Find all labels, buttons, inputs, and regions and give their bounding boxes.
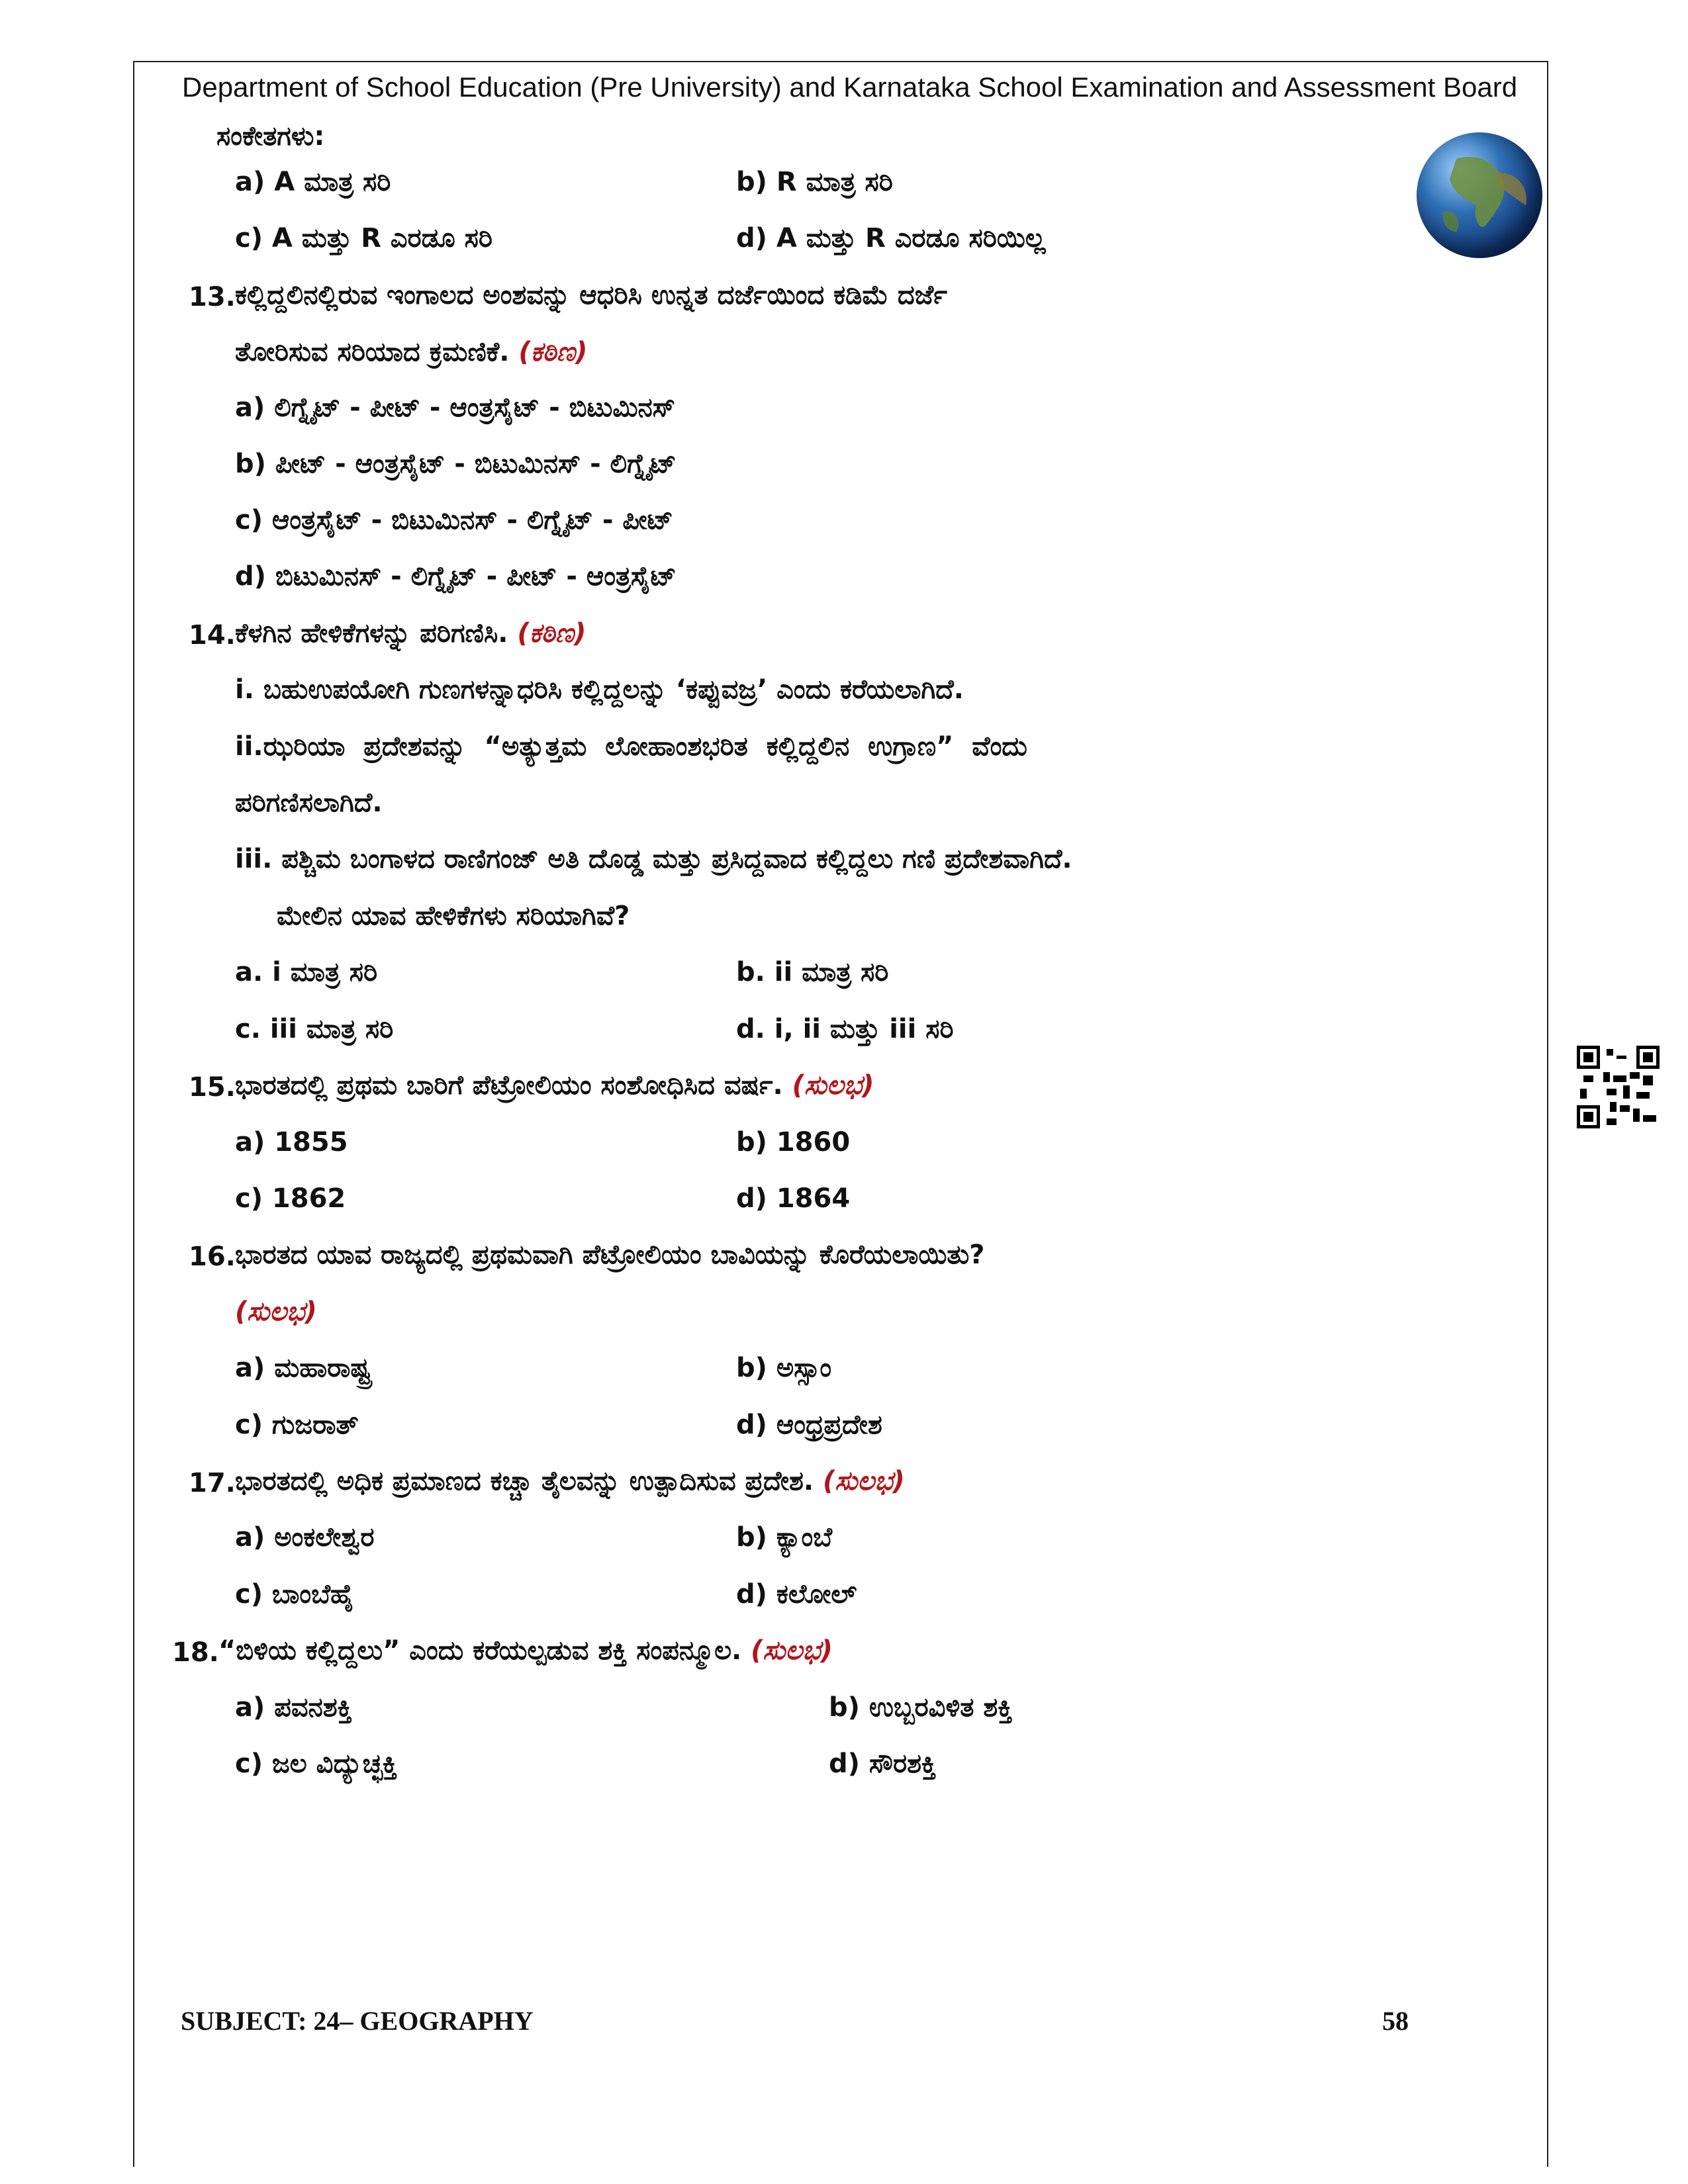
q18-option-b: b) ಉಬ್ಬರವಿಳಿತ ಶಕ್ತಿ — [829, 1692, 1013, 1723]
q14-number: 14. — [189, 620, 236, 651]
q14-statement-1: i. ಬಹುಉಪಯೋಗಿ ಗುಣಗಳನ್ನಾಧರಿಸಿ ಕಲ್ಲಿದ್ದಲನ್ನು ‘ಕಪ್ಪುವಜ್ರ’ ಎಂದು ಕರೆಯಲಾಗಿದೆ. — [235, 674, 964, 705]
q16-number: 16. — [189, 1242, 236, 1272]
footer-subject: SUBJECT: 24– GEOGRAPHY — [181, 2006, 534, 2036]
q14-option-c: c. iii ಮಾತ್ರ ಸರಿ — [235, 1014, 394, 1044]
q12-option-b: b) R ಮಾತ್ರ ಸರಿ — [736, 167, 893, 197]
q15-text: ಭಾರತದಲ್ಲಿ ಪ್ರಥಮ ಬಾರಿಗೆ ಪೆಟ್ರೋಲಿಯಂ ಸಂಶೋಧಿಸಿದ ವರ್ಷ. — [235, 1070, 783, 1101]
q17-number: 17. — [189, 1468, 236, 1498]
q13-option-c: c) ಆಂತ್ರಸೈಟ್ - ಬಿಟುಮಿನಸ್ - ಲಿಗ್ನೈಟ್ - ಪೀಟ್ — [235, 505, 673, 535]
q16-text: ಭಾರತದ ಯಾವ ರಾಜ್ಯದಲ್ಲಿ ಪ್ರಥಮವಾಗಿ ಪೆಟ್ರೋಲಿಯಂ ಬಾವಿಯನ್ನು ಕೊರೆಯಲಾಯಿತು? — [235, 1240, 985, 1270]
q13-option-d: d) ಬಿಟುಮಿನಸ್ - ಲಿಗ್ನೈಟ್ - ಪೀಟ್ - ಆಂತ್ರಸೈಟ್ — [235, 561, 677, 592]
q17-option-d: d) ಕಲೋಲ್ — [736, 1579, 857, 1610]
page-border — [133, 61, 1548, 2167]
q12-option-d: d) A ಮತ್ತು R ಎರಡೂ ಸರಿಯಿಲ್ಲ — [736, 223, 1046, 253]
q14-ask: ಮೇಲಿನ ಯಾವ ಹೇಳಿಕೆಗಳು ಸರಿಯಾಗಿವೆ? — [277, 901, 630, 931]
page-number: 58 — [1382, 2006, 1409, 2036]
q18-option-d: d) ಸೌರಶಕ್ತಿ — [829, 1749, 937, 1779]
q18-option-c: c) ಜಲ ವಿದ್ಯುಚ್ಛಕ್ತಿ — [235, 1749, 398, 1779]
q18-number: 18. — [172, 1637, 219, 1668]
q16-option-d: d) ಆಂಧ್ರಪ್ರದೇಶ — [736, 1410, 882, 1440]
q18-question — [218, 1637, 833, 1664]
q17-option-b: b) ಕ್ಯಾಂಬೆ — [736, 1522, 833, 1553]
q13-option-a: a) ಲಿಗ್ನೈಟ್ - ಪೀಟ್ - ಆಂತ್ರಸೈಟ್ - ಬಿಟುಮಿನಸ್ — [235, 392, 675, 423]
q17-difficulty: (ಸುಲಭ) — [823, 1466, 905, 1496]
codes-label: ಸಂಕೇತಗಳು: — [216, 121, 325, 152]
q16-option-b: b) ಅಸ್ಸಾಂ — [736, 1353, 832, 1383]
q12-option-c: c) A ಮತ್ತು R ಎರಡೂ ಸರಿ — [235, 223, 492, 253]
q14-option-d: d. i, ii ಮತ್ತು iii ಸರಿ — [736, 1014, 954, 1044]
q15-option-b: b) 1860 — [736, 1127, 851, 1158]
q17-option-c: c) ಬಾಂಬೆಹೈ — [235, 1579, 355, 1610]
q14-question — [235, 620, 586, 647]
globe-icon — [1417, 132, 1542, 258]
q12-option-a: a) A ಮಾತ್ರ ಸರಿ — [235, 167, 391, 197]
q15-number: 15. — [189, 1072, 236, 1103]
q14-statement-2: ii.ಝರಿಯಾ ಪ್ರದೇಶವನ್ನು “ಅತ್ಯುತ್ತಮ ಲೋಹಾಂಶಭರಿತ ಕಲ್ಲಿದ್ದಲಿನ ಉಗ್ರಾಣ” ವೆಂದು — [235, 731, 1027, 762]
q18-text: “ಬಿಳಿಯ ಕಲ್ಲಿದ್ದಲು” ಎಂದು ಕರೆಯಲ್ಪಡುವ ಶಕ್ತಿ ಸಂಪನ್ಮೂಲ. — [218, 1635, 742, 1666]
q16-difficulty: (ಸುಲಭ) — [235, 1297, 317, 1327]
department-header: Department of School Education (Pre University) and Karnataka School Examination and Assessment Board — [182, 71, 1518, 103]
q15-option-a: a) 1855 — [235, 1127, 348, 1158]
q15-option-d: d) 1864 — [736, 1183, 851, 1214]
qr-code-icon — [1577, 1046, 1660, 1128]
q14-statement-2-cont: ಪರಿಗಣಿಸಲಾಗಿದೆ. — [235, 788, 383, 818]
q18-option-a: a) ಪವನಶಕ್ತಿ — [235, 1692, 352, 1723]
q16-option-c: c) ಗುಜರಾತ್ — [235, 1410, 359, 1440]
q13-text: ತೋರಿಸುವ ಸರಿಯಾದ ಕ್ರಮಣಿಕೆ. — [235, 337, 510, 367]
q15-question — [235, 1072, 874, 1099]
q15-difficulty: (ಸುಲಭ) — [792, 1070, 874, 1101]
q14-option-b: b. ii ಮಾತ್ರ ಸರಿ — [736, 957, 889, 987]
q13-option-b: b) ಪೀಟ್ - ಆಂತ್ರಸೈಟ್ - ಬಿಟುಮಿನಸ್ - ಲಿಗ್ನೈಟ್ — [235, 449, 677, 479]
q17-option-a: a) ಅಂಕಲೇಶ್ವರ — [235, 1522, 375, 1553]
q14-difficulty: (ಕಠಿಣ) — [517, 618, 586, 649]
q16-option-a: a) ಮಹಾರಾಷ್ಟ್ರ — [235, 1353, 371, 1383]
q13-difficulty: (ಕಠಿಣ) — [518, 337, 588, 367]
q18-difficulty: (ಸುಲಭ) — [751, 1635, 833, 1666]
q15-option-c: c) 1862 — [235, 1183, 346, 1214]
q17-text: ಭಾರತದಲ್ಲಿ ಅಧಿಕ ಪ್ರಮಾಣದ ಕಚ್ಚಾ ತೈಲವನ್ನು ಉತ್ಪಾದಿಸುವ ಪ್ರದೇಶ. — [235, 1466, 814, 1496]
q14-text: ಕೆಳಗಿನ ಹೇಳಿಕೆಗಳನ್ನು ಪರಿಗಣಿಸಿ. — [235, 618, 508, 649]
q13-text-line1: ಕಲ್ಲಿದ್ದಲಿನಲ್ಲಿರುವ ಇಂಗಾಲದ ಅಂಶವನ್ನು ಆಧರಿಸಿ ಉನ್ನತ ದರ್ಜೆಯಿಂದ ಕಡಿಮೆ ದರ್ಜೆ — [235, 280, 947, 310]
q17-question — [235, 1468, 905, 1494]
q13-number: 13. — [189, 282, 236, 312]
q14-option-a: a. i ಮಾತ್ರ ಸರಿ — [235, 957, 378, 987]
q14-statement-3: iii. ಪಶ್ಚಿಮ ಬಂಗಾಳದ ರಾಣಿಗಂಜ್ ಅತಿ ದೊಡ್ಡ ಮತ್ತು ಪ್ರಸಿದ್ದವಾದ ಕಲ್ಲಿದ್ದಲು ಗಣಿ ಪ್ರದೇಶವಾಗಿದೆ. — [235, 844, 1072, 874]
q13-text-line2 — [235, 339, 587, 365]
